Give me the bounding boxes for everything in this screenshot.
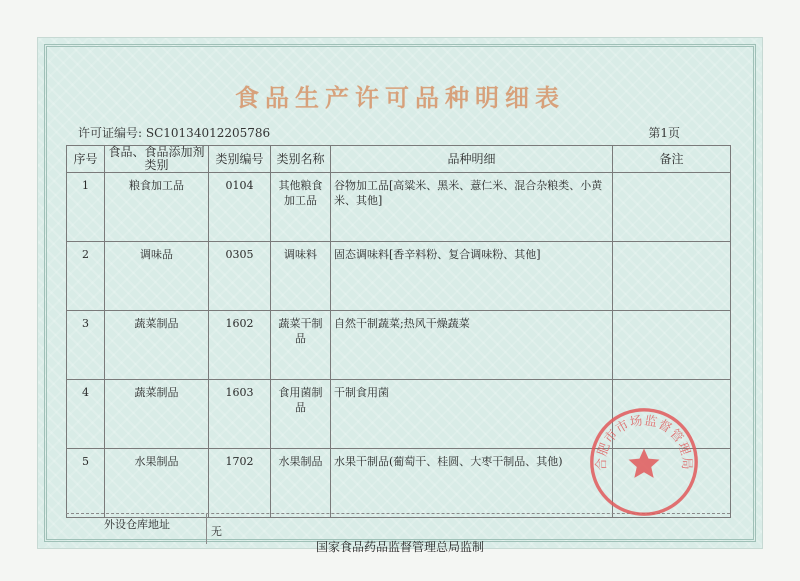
cell-no: 4 [67, 380, 105, 449]
header-code: 类别编号 [209, 146, 271, 173]
cell-code: 1702 [209, 449, 271, 518]
table-row [67, 173, 731, 242]
cell-code: 0305 [209, 242, 271, 311]
license-value: SC10134012205786 [145, 126, 271, 140]
cell-detail: 干制食用菌 [331, 380, 613, 449]
cell-name: 调味料 [271, 242, 331, 311]
cell-note [613, 311, 731, 380]
header-note: 备注 [613, 146, 731, 173]
header-no: 序号 [67, 146, 105, 173]
issuer-footer: 国家食品药品监督管理总局监制 [315, 540, 484, 554]
cell-name: 食用菌制品 [271, 380, 331, 449]
page-number: 第1页 [648, 126, 680, 140]
cell-note [613, 242, 731, 311]
table-row [67, 242, 731, 311]
document-title: 食品生产许可品种明细表 [235, 83, 565, 112]
cell-code: 1603 [209, 380, 271, 449]
warehouse-value: 无 [211, 525, 222, 538]
header-category: 食品、食品添加剂类别 [105, 146, 209, 173]
table-row [67, 311, 731, 380]
cell-name: 蔬菜干制品 [271, 311, 331, 380]
seal-text: 合肥市市场监督管理局 [593, 412, 695, 471]
cell-category: 蔬菜制品 [105, 311, 209, 380]
cell-name: 其他粮食加工品 [271, 173, 331, 242]
cell-detail: 固态调味料[香辛料粉、复合调味粉、其他] [331, 242, 613, 311]
seal-star-icon [629, 448, 660, 477]
cell-no: 5 [67, 449, 105, 518]
warehouse-label: 外设仓库地址 [104, 518, 170, 531]
cell-no: 3 [67, 311, 105, 380]
cell-no: 2 [67, 242, 105, 311]
cell-category: 调味品 [105, 242, 209, 311]
cell-no: 1 [67, 173, 105, 242]
official-seal-icon [586, 404, 702, 520]
cell-detail: 水果干制品(葡萄干、桂圆、大枣干制品、其他) [331, 449, 613, 518]
cell-category: 水果制品 [105, 449, 209, 518]
header-name: 类别名称 [271, 146, 331, 173]
license-number [78, 124, 270, 141]
cell-code: 1602 [209, 311, 271, 380]
cell-detail: 谷物加工品[高粱米、黑米、薏仁米、混合杂粮类、小黄米、其他] [331, 173, 613, 242]
table-header-row [67, 146, 731, 173]
cell-note [613, 173, 731, 242]
header-detail: 品种明细 [331, 146, 613, 173]
cell-detail: 自然干制蔬菜;热风干燥蔬菜 [331, 311, 613, 380]
cell-name: 水果制品 [271, 449, 331, 518]
cell-category: 蔬菜制品 [105, 380, 209, 449]
cell-category: 粮食加工品 [105, 173, 209, 242]
cell-code: 0104 [209, 173, 271, 242]
license-label: 许可证编号: [78, 126, 143, 140]
